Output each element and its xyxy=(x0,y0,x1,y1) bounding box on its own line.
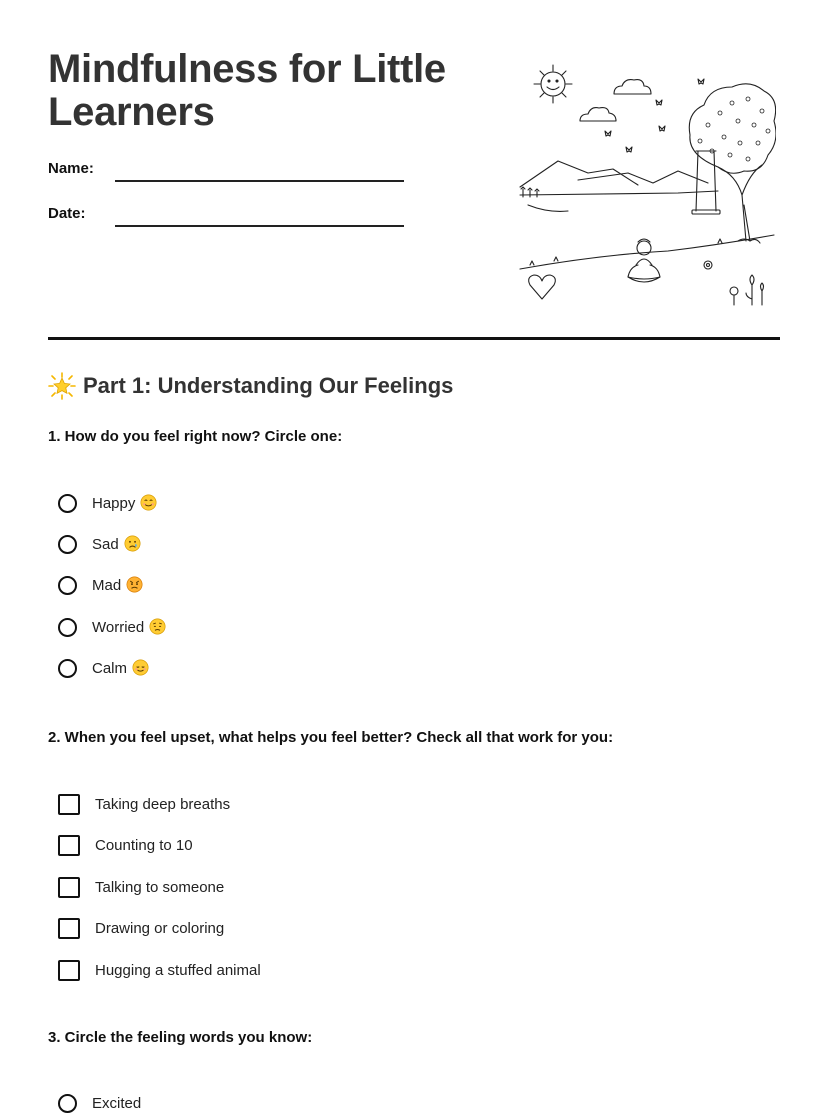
date-field[interactable] xyxy=(48,205,408,235)
option-label: Drawing or coloring xyxy=(95,919,225,937)
mindfulness-illustration xyxy=(518,55,776,313)
option-label: Taking deep breaths xyxy=(95,795,231,813)
checkbox[interactable] xyxy=(58,794,80,815)
name-line[interactable] xyxy=(115,180,404,182)
name-label: Name: xyxy=(48,160,94,177)
radio-circle[interactable] xyxy=(58,618,77,637)
cloud-icon xyxy=(580,80,651,121)
option-excited[interactable] xyxy=(58,1090,141,1116)
mountains-icon xyxy=(520,161,718,211)
glowing-star-icon xyxy=(48,372,76,400)
crying-face-icon xyxy=(124,535,141,552)
option-label: Excited xyxy=(92,1094,142,1112)
option-calm[interactable] xyxy=(58,655,149,681)
heart-icon xyxy=(529,275,556,299)
option-label: Worried xyxy=(92,619,145,636)
checkbox[interactable] xyxy=(58,877,80,898)
relieved-face-icon xyxy=(132,659,149,676)
option-label: Happy xyxy=(92,495,136,512)
option-label: Hugging a stuffed animal xyxy=(95,961,261,979)
checkbox[interactable] xyxy=(58,960,80,981)
radio-circle[interactable] xyxy=(58,494,77,513)
option-counting[interactable] xyxy=(58,832,193,858)
name-field[interactable] xyxy=(48,160,408,190)
angry-face-icon xyxy=(126,576,143,593)
flower-icon xyxy=(704,261,764,305)
part1-heading xyxy=(48,372,453,400)
grass-icon xyxy=(530,239,722,265)
question-1: 1. How do you feel right now? Circle one: xyxy=(48,428,343,445)
option-label: Calm xyxy=(92,660,128,677)
date-line[interactable] xyxy=(115,225,404,227)
option-sad[interactable] xyxy=(58,531,141,557)
question-3: 3. Circle the feeling words you know: xyxy=(48,1029,313,1046)
option-happy[interactable] xyxy=(58,490,157,516)
option-label: Talking to someone xyxy=(95,878,225,896)
option-deep-breaths[interactable] xyxy=(58,791,230,817)
butterfly-icon xyxy=(605,79,704,152)
section-divider xyxy=(48,337,780,340)
page-title: Mindfulness for Little Learners xyxy=(48,47,446,134)
worried-face-icon xyxy=(149,618,166,635)
part1-title: Part 1: Understanding Our Feelings xyxy=(83,373,454,398)
date-label: Date: xyxy=(48,205,86,222)
option-label: Mad xyxy=(92,577,122,594)
option-hugging[interactable] xyxy=(58,957,261,983)
option-label: Sad xyxy=(92,536,119,553)
option-worried[interactable] xyxy=(58,614,166,640)
radio-circle[interactable] xyxy=(58,576,77,595)
option-mad[interactable] xyxy=(58,572,143,598)
question-2: 2. When you feel upset, what helps you feel better? Check all that work for you: xyxy=(48,729,614,746)
sun-icon xyxy=(534,65,572,103)
option-drawing[interactable] xyxy=(58,915,224,941)
meditating-child-icon xyxy=(628,239,660,282)
tree-icon xyxy=(689,84,776,243)
radio-circle[interactable] xyxy=(58,659,77,678)
option-talking[interactable] xyxy=(58,874,224,900)
smiling-face-icon xyxy=(140,494,157,511)
checkbox[interactable] xyxy=(58,835,80,856)
radio-circle[interactable] xyxy=(58,535,77,554)
radio-circle[interactable] xyxy=(58,1094,77,1113)
option-label: Counting to 10 xyxy=(95,836,193,854)
checkbox[interactable] xyxy=(58,918,80,939)
